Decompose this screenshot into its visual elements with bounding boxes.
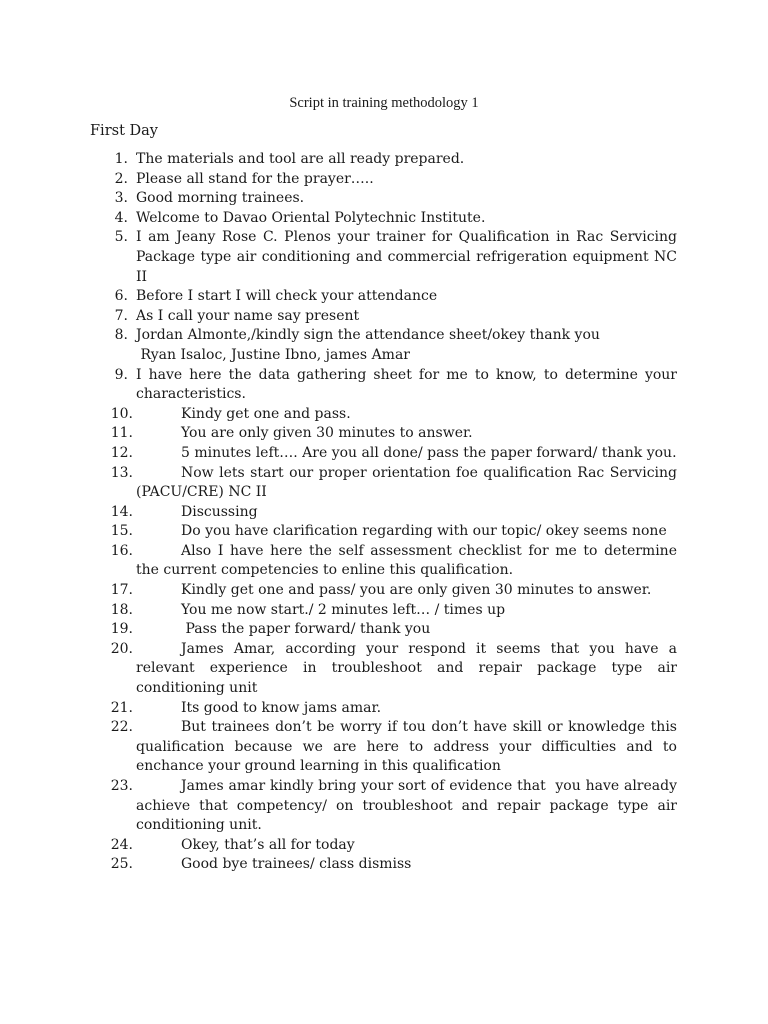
list-item-number: 6. xyxy=(114,288,128,305)
list-item-text: Please all stand for the prayer….. xyxy=(136,170,374,187)
list-item-number: 14. xyxy=(110,503,133,520)
list-item-number: 25. xyxy=(110,856,133,873)
list-item-number: 8. xyxy=(114,327,128,344)
list-item xyxy=(0,170,768,190)
list-item-text: Good morning trainees. xyxy=(136,190,305,207)
list-item xyxy=(0,718,768,777)
list-item-text: The materials and tool are all ready prepared. xyxy=(136,151,465,167)
list-item-number: 21. xyxy=(110,699,133,716)
list-item-number: 13. xyxy=(110,464,133,481)
list-item xyxy=(0,444,768,464)
list-item-number: 9. xyxy=(114,366,128,383)
list-item-number: 18. xyxy=(110,601,133,618)
list-item-number: 10. xyxy=(110,405,133,422)
list-item-text: Pass the paper forward/ thank you xyxy=(181,621,431,638)
list-item xyxy=(0,326,768,365)
list-item-text: 5 minutes left…. Are you all done/ pass the paper forward/ thank you. xyxy=(181,444,677,461)
list-item-text: Kindy get one and pass. xyxy=(181,405,351,422)
list-item-text: But trainees don’t be worry if tou don’t have skill or knowledge this qualification because we are here to address your difficulties and to enchance your ground learning in this qualification xyxy=(136,719,682,775)
list-item-text: You me now start./ 2 minutes left… / times up xyxy=(181,601,506,618)
list-item-text: James amar kindly bring your sort of evidence that you have already achieve that competency/ on troubleshoot and repair package type air conditioning unit. xyxy=(136,778,682,834)
list-item-text: Do you have clarification regarding with our topic/ okey seems none xyxy=(181,523,667,540)
list-item xyxy=(0,287,768,307)
list-item xyxy=(0,601,768,621)
list-item xyxy=(0,836,768,856)
list-item xyxy=(0,405,768,425)
list-item-number: 7. xyxy=(114,307,128,324)
list-item-text: Discussing xyxy=(181,503,258,520)
list-item-number: 16. xyxy=(110,542,133,559)
list-item xyxy=(0,464,768,503)
list-item xyxy=(0,522,768,542)
list-item-number: 17. xyxy=(110,582,133,599)
list-item xyxy=(0,424,768,444)
list-item-number: 24. xyxy=(110,836,133,853)
list-item-number: 5. xyxy=(114,229,128,246)
list-item xyxy=(0,620,768,640)
document-title: Script in training methodology 1 xyxy=(289,95,479,111)
section-heading: First Day xyxy=(90,123,158,139)
list-item-text: Also I have here the self assessment checklist for me to determine the current competencies to enline this qualification. xyxy=(136,542,682,579)
list-item-number: 1. xyxy=(114,151,128,167)
list-item xyxy=(0,228,768,287)
list-item-text: You are only given 30 minutes to answer. xyxy=(181,425,473,442)
list-item-text: Kindly get one and pass/ you are only given 30 minutes to answer. xyxy=(181,582,652,599)
list-item-number: 2. xyxy=(114,170,128,187)
list-item-number: 20. xyxy=(110,640,133,657)
list-item-number: 15. xyxy=(110,523,133,540)
list-item-text: Before I start I will check your attendance xyxy=(136,288,438,305)
list-item xyxy=(0,777,768,836)
list-item xyxy=(0,640,768,699)
list-item-number: 12. xyxy=(110,444,133,461)
list-item xyxy=(0,189,768,209)
list-item xyxy=(0,542,768,581)
list-item xyxy=(0,366,768,405)
list-item-text: Its good to know jams amar. xyxy=(181,699,382,716)
list-item-text: James Amar, according your respond it seems that you have a relevant experience in troubleshoot and repair package type air conditioning unit xyxy=(136,640,682,697)
script-list xyxy=(0,150,768,875)
list-item-number: 19. xyxy=(110,621,133,638)
list-item-text: I am Jeany Rose C. Plenos your trainer for Qualification in Rac Servicing Package type air conditioning and commercial refrigeration equipment NC II xyxy=(136,229,682,285)
list-item-text: I have here the data gathering sheet for me to know, to determine your characteristics. xyxy=(136,366,682,403)
list-item xyxy=(0,150,768,170)
list-item-number: 23. xyxy=(110,778,133,794)
list-item-text: Okey, that’s all for today xyxy=(181,836,355,853)
list-item-number: 22. xyxy=(110,719,133,736)
list-item xyxy=(0,581,768,601)
list-item xyxy=(0,307,768,327)
list-item-number: 4. xyxy=(114,209,128,226)
list-item xyxy=(0,503,768,523)
list-item-text: As I call your name say present xyxy=(136,307,360,324)
list-item xyxy=(0,209,768,229)
list-item-number: 11. xyxy=(110,425,133,442)
list-item-text: Good bye trainees/ class dismiss xyxy=(181,856,412,873)
list-item-number: 3. xyxy=(114,190,128,207)
list-item-text: Jordan Almonte,/kindly sign the attendance sheet/okey thank you Ryan Isaloc, Justine Ibno, james Amar xyxy=(136,327,600,363)
list-item xyxy=(0,855,768,875)
list-item xyxy=(0,699,768,719)
list-item-text: Welcome to Davao Oriental Polytechnic Institute. xyxy=(136,209,486,226)
list-item-text: Now lets start our proper orientation foe qualification Rac Servicing (PACU/CRE) NC II xyxy=(136,464,682,501)
